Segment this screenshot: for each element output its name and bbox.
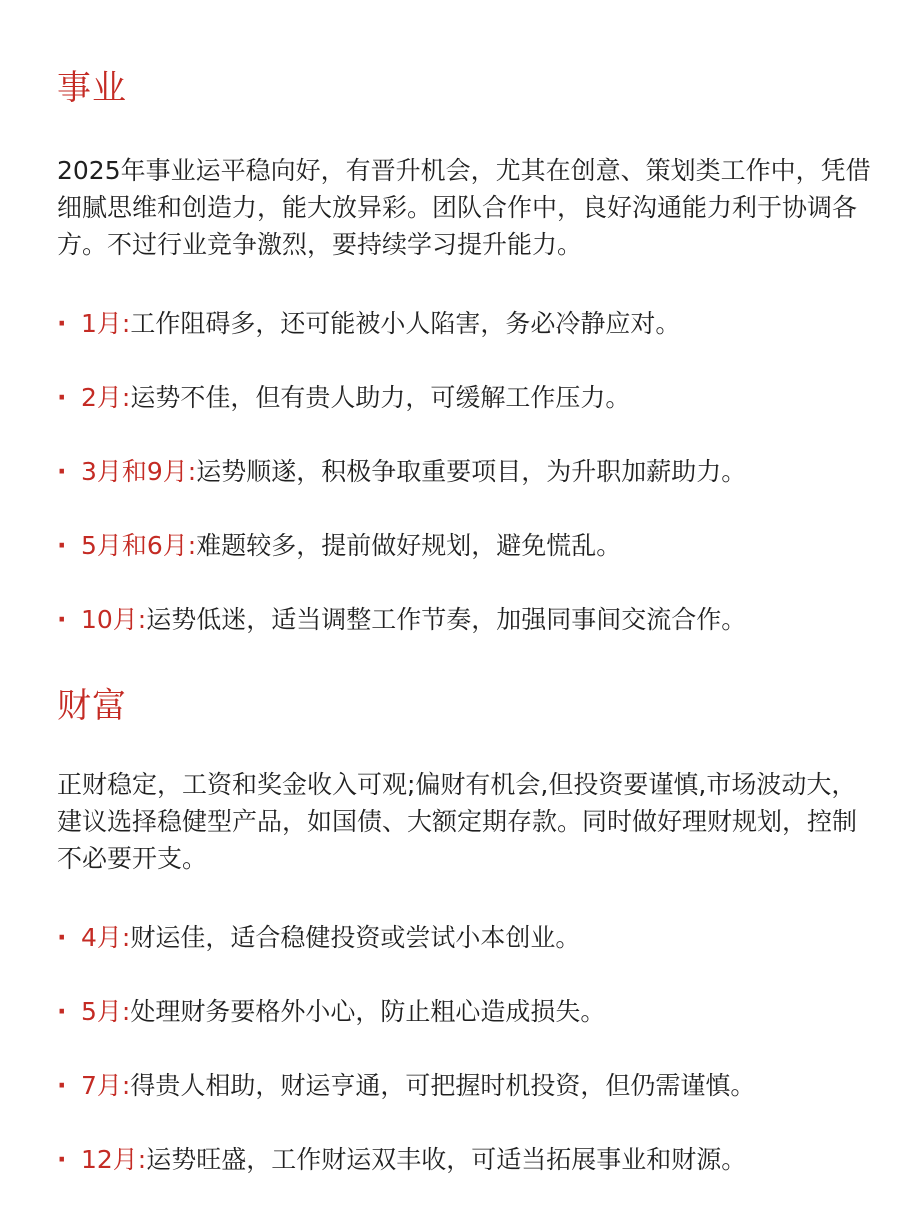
item-text: 财运佳，适合稳健投资或尝试小本创业。 — [130, 923, 581, 952]
month-label: 1月: — [81, 309, 131, 338]
month-label: 10月: — [81, 605, 147, 634]
section-title-wealth: 财富 — [57, 686, 127, 726]
section-title-career: 事业 — [57, 68, 127, 108]
bullet-icon: · — [57, 605, 67, 634]
item-text: 难题较多，提前做好规划，避免慌乱。 — [196, 531, 622, 560]
month-label: 2月: — [81, 383, 131, 412]
item-text: 工作阻碍多，还可能被小人陷害，务必冷静应对。 — [130, 309, 681, 338]
wealth-month-list — [57, 919, 887, 1215]
item-text: 处理财务要格外小心，防止粗心造成损失。 — [130, 997, 606, 1026]
career-month-list — [57, 305, 887, 675]
career-intro: 2025年事业运平稳向好，有晋升机会，尤其在创意、策划类工作中，凭借细腻思维和创造力，能大放异彩。团队合作中，良好沟通能力利于协调各方。不过行业竞争激烈，要持续学习提升能力。 — [57, 156, 871, 259]
month-label: 12月: — [81, 1145, 147, 1174]
item-text: 得贵人相助，财运亨通，可把握时机投资，但仍需谨慎。 — [130, 1071, 756, 1100]
wealth-intro: 正财稳定，工资和奖金收入可观;偏财有机会,但投资要谨慎,市场波动大，建议选择稳健型产品，如国债、大额定期存款。同时做好理财规划，控制不必要开支。 — [57, 770, 858, 873]
list-item — [57, 379, 887, 453]
item-text: 运势顺遂，积极争取重要项目，为升职加薪助力。 — [196, 457, 747, 486]
list-item — [57, 993, 887, 1067]
bullet-icon: · — [57, 997, 67, 1026]
item-text: 运势不佳，但有贵人助力，可缓解工作压力。 — [130, 383, 631, 412]
list-item — [57, 919, 887, 993]
month-label: 3月和9月: — [81, 457, 197, 486]
bullet-icon: · — [57, 1145, 67, 1174]
list-item — [57, 527, 887, 601]
month-label: 4月: — [81, 923, 131, 952]
bullet-icon: · — [57, 457, 67, 486]
bullet-icon: · — [57, 531, 67, 560]
month-label: 5月: — [81, 997, 131, 1026]
bullet-icon: · — [57, 923, 67, 952]
bullet-icon: · — [57, 309, 67, 338]
list-item — [57, 305, 887, 379]
list-item — [57, 1141, 887, 1215]
bullet-icon: · — [57, 1071, 67, 1100]
item-text: 运势低迷，适当调整工作节奏，加强同事间交流合作。 — [146, 605, 747, 634]
bullet-icon: · — [57, 383, 67, 412]
item-text: 运势旺盛，工作财运双丰收，可适当拓展事业和财源。 — [146, 1145, 747, 1174]
list-item — [57, 453, 887, 527]
list-item — [57, 601, 887, 675]
list-item — [57, 1067, 887, 1141]
month-label: 7月: — [81, 1071, 131, 1100]
month-label: 5月和6月: — [81, 531, 197, 560]
